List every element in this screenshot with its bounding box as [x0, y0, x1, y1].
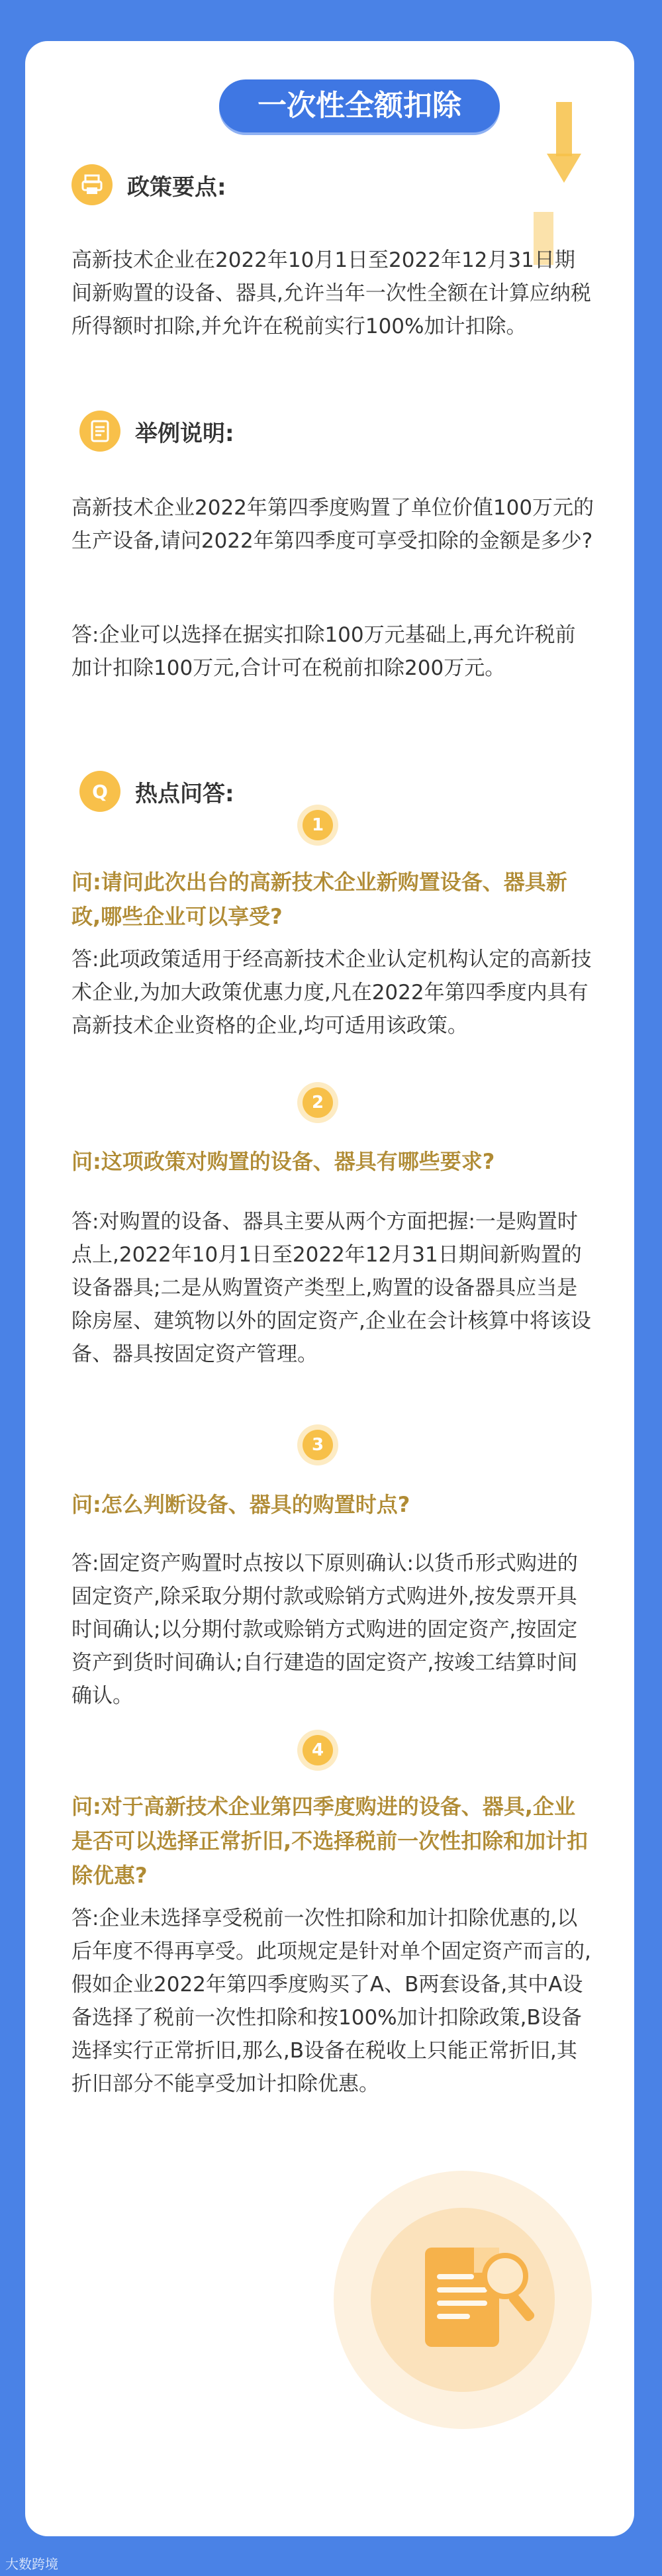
example-answer: 答:企业可以选择在据实扣除100万元基础上,再允许税前加计扣除100万元,合计可在税前扣除200万元。 — [71, 623, 576, 680]
faq-number-4: 4 — [303, 1735, 333, 1765]
faq-answer-2: 答:对购置的设备、器具主要从两个方面把握:一是购置时点上,2022年10月1日至2022年12月31日期间新购置的设备器具;二是从购置资产类型上,购置的设备器具应当是除房屋、建筑物以外的固定资产,企业在会计核算中将该设备、器具按固定资产管理。 — [71, 1210, 591, 1366]
faq-question-1: 问:请问此次出台的高新技术企业新购置设备、器具新政,哪些企业可以享受? — [71, 869, 567, 929]
q-letter-icon: Q — [79, 771, 120, 812]
faq-answer-4: 答:企业未选择享受税前一次性扣除和加计扣除优惠的,以后年度不得再享受。此项规定是针对单个固定资产而言的,假如企业2022年第四季度购买了A、B两套设备,其中A设备选择了税前一次性扣除和按100%加计扣除政策,B设备选择实行正常折旧,那么,B设备在税收上只能正常折旧,其折旧部分不能享受加计扣除优惠。 — [71, 1907, 591, 2096]
policy-heading: 政策要点: — [127, 173, 226, 201]
faq-number-1: 1 — [303, 810, 333, 840]
hot-qa-section-header — [79, 768, 234, 815]
faq-question-2: 问:这项政策对购置的设备、器具有哪些要求? — [71, 1149, 495, 1174]
faq-question-4: 问:对于高新技术企业第四季度购进的设备、器具,企业是否可以选择正常折旧,不选择税前一次性扣除和加计扣除优惠? — [71, 1794, 589, 1888]
faq-answer-3: 答:固定资产购置时点按以下原则确认:以货币形式购进的固定资产,除采取分期付款或赊销方式购进外,按发票开具时间确认;以分期付款或赊销方式购进的固定资产,按固定资产到货时间确认;自行建造的固定资产,按竣工结算时间确认。 — [71, 1552, 578, 1708]
down-arrow-icon — [547, 102, 581, 187]
magnifier-icon — [482, 2253, 528, 2299]
policy-body: 高新技术企业在2022年10月1日至2022年12月31日期间新购置的设备、器具,允许当年一次性全额在计算应纳税所得额时扣除,并允许在税前实行100%加计扣除。 — [71, 248, 591, 338]
example-section-header — [79, 408, 234, 454]
faq-question-3: 问:怎么判断设备、器具的购置时点? — [71, 1492, 410, 1517]
faq-number-3: 3 — [303, 1430, 333, 1460]
page-title: 一次性全额扣除 — [219, 79, 500, 132]
printer-icon — [71, 164, 113, 205]
faq-answer-1: 答:此项政策适用于经高新技术企业认定机构认定的高新技术企业,为加大政策优惠力度,凡在2022年第四季度内具有高新技术企业资格的企业,均可适用该政策。 — [71, 948, 592, 1038]
faq-number-2: 2 — [303, 1087, 333, 1118]
watermark: 大数跨境 — [5, 2556, 58, 2572]
example-question: 高新技术企业2022年第四季度购置了单位价值100万元的生产设备,请问2022年第四季度可享受扣除的金额是多少? — [71, 496, 594, 553]
document-icon — [79, 411, 120, 452]
content-card — [25, 41, 634, 2536]
policy-section-header — [71, 162, 226, 208]
example-heading: 举例说明: — [135, 420, 234, 447]
hot-qa-heading: 热点问答: — [135, 780, 234, 807]
